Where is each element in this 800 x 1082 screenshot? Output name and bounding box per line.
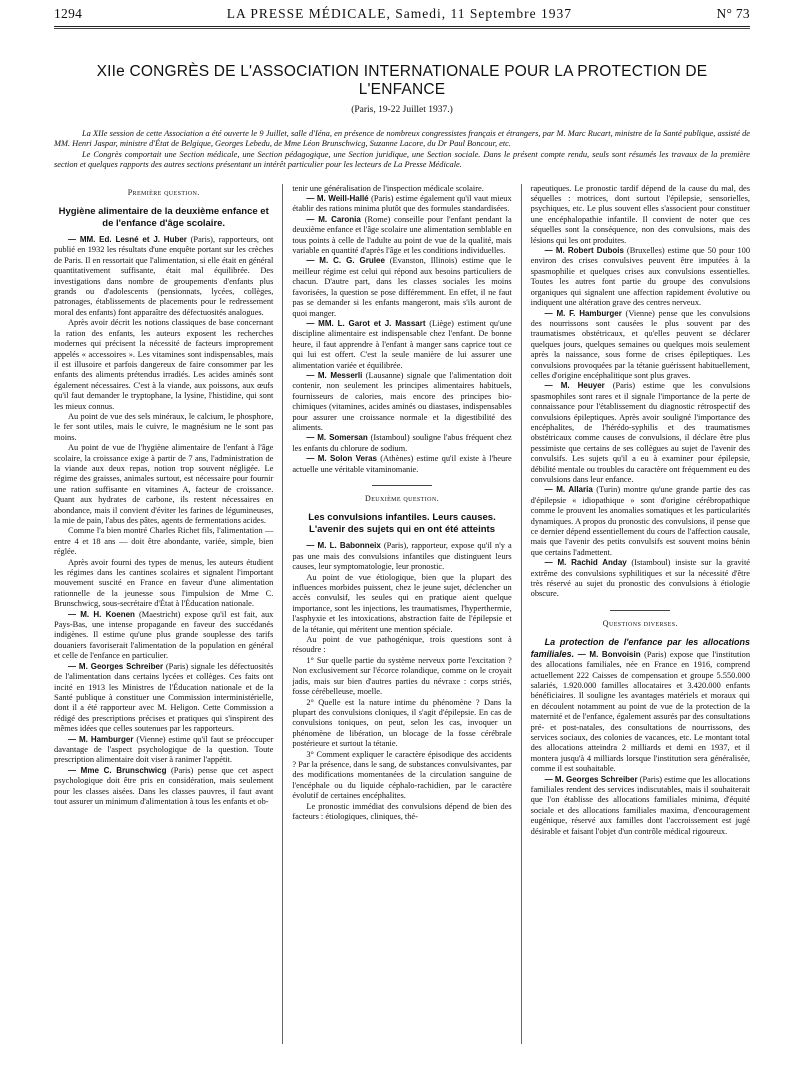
journal-name: LA PRESSE MÉDICALE, [226, 6, 391, 21]
subsection-heading: La protection de l'enfance par les allocations familiales. [530, 637, 751, 659]
paragraph-text: (Bruxelles) estime que 50 pour 100 environ des crises convulsives peuvent être imputées à la spasmophilie et quelques crises aux convulsions essentielles. Toutes les autres font partie du groupe des convulsions organiques qui signalent une affection rapidement évolutive ou indiquent une altération grave des centres nerveux. [530, 246, 751, 308]
paragraph-text: (Vienne) pense que les convulsions des nourrissons sont causées le plus souvent par des traumatismes obstétricaux, et qu'elles peuvent se déclarer quelques jours, quelques semaines ou quelques mois seulement après la naissance, sous forme de crises épileptiques. Les convulsions provoquées par la tétanie guérissent habituellement, celles d'origine encéphalitique sont plus graves. [530, 308, 751, 380]
paragraph-text: (Paris) estime que les allocations familiales rendent des services indiscutables, mais il souhaiterait que l'on établisse des allocations familiales minima, d'équité sociale et des allocations familiales maxima, d'encouragement eugénique, réservé aux familles dont l'accroissement est jugé désirable et faisant l'objet d'un contrôle médical rigoureux. [530, 774, 751, 836]
paragraph [54, 235, 273, 318]
paragraph: 1° Sur quelle partie du système nerveux porte l'excitation ? Non exclusivement sur l'écorce rolandique, comme on le croyait jadis, mais sur bien d'autres parties du névraxe : corps striés, fosse cérébelleuse, moelle. [292, 655, 512, 697]
paragraph: Après avoir décrit les notions classiques de base concernant la ration des enfants, les auteurs exposent les recherches modernes qui précisent la nécessité de facteurs improprement appelés « accessoires ». Les vitamines sont indispensables, mais il est illusoire et parfois dangereux de faire consommer par les enfants des aliments prétendus irradiés. Les acides aminés sont également nécessaires. C'est à la viande, aux poissons, aux œufs qu'il faut demander le tryptophane, la lysine, l'histidine, qui sont les mieux connus. [54, 318, 274, 411]
paragraph-text: (Vienne) estime qu'il faut se préoccuper davantage de l'aspect psychologique de la question. Toute prescription alimentaire doit viser à ranimer l'appétit. [54, 734, 274, 765]
paragraph-text: (Paris) pense que cet aspect psychologique doit être pris en considération, mais seulement pour les classes aisées. Dans les classes pauvres, il faut avant tout assurer un minimum d'alimentation à tous les enfants et ob- [54, 765, 274, 806]
paragraph-text: (Paris) estime également qu'il vaut mieux établir des rations minima plutôt que des formules standardisées. [292, 194, 512, 214]
article-title: XIIe CONGRÈS DE L'ASSOCIATION INTERNATIONALE POUR LA PROTECTION DE L'ENFANCE [96, 63, 708, 98]
column-3 [531, 184, 750, 1044]
paragraph [54, 735, 273, 766]
paragraph-text: (Paris) signale les défectuosités de l'alimentation dans certains lycées et collèges. Ces faits ont incité en 1913 les Ministres de l'Éducation nationale et de la Santé publique à constituer une Commission interministérielle, dont il a été rapporteur avec M. Heligon. Cette Commission a rédigé des prescriptions précises et pratiques qui s'inspirent des mêmes idées que celles soutenues par les rapporteurs. [54, 661, 274, 734]
paragraph-text: (Istamboul) souligne l'abus fréquent chez les enfants du chlorure de sodium. [292, 433, 512, 453]
column-1 [54, 184, 273, 1044]
speaker-name: — M. Georges Schreiber [544, 774, 638, 784]
speaker-name: — M. C. G. Grulee [306, 256, 385, 266]
paragraph [292, 541, 511, 572]
paragraph [292, 194, 511, 215]
speaker-name: — Mme C. Brunschwicg [68, 765, 167, 775]
paragraph [531, 381, 750, 485]
section-divider [372, 485, 432, 486]
speaker-name: — M. Caronia [306, 214, 361, 224]
speaker-name: — M. Hamburger [68, 734, 134, 744]
paragraph-text: (Maestricht) expose qu'il est fait, aux Pays-Bas, une intense propagande en faveur des succédanés indigènes. Il estime qu'une plus grande souplesse des tarifs douaniers favoriserait l'alimentation de la population en général et celle de l'enfance en particulier. [54, 609, 274, 661]
speaker-name: — M. H. Koenen [68, 609, 135, 619]
paragraph [531, 775, 750, 837]
paragraph: rapeutiques. Le pronostic tardif dépend de la cause du mal, des séquelles : motrices, dont surtout l'épilepsie, sensorielles, psychiques, etc. Le plus souvent elles s'associent pour constituer une encéphalopathie infantile. Il convient de noter que ces séquelles sont la conséquence, non des convulsions, mais des lésions qui les ont produites. [530, 183, 751, 245]
article-subtitle: (Paris, 19-22 Juillet 1937.) [351, 105, 453, 115]
paragraph [292, 371, 511, 433]
journal-date-line [227, 6, 572, 22]
paragraph-text: (Rome) conseille pour l'enfant pendant la deuxième enfance et l'âge scolaire une alimentation semblable en tous points à celle de l'adulte au point de vue de la qualité, mais variable en quantité d'après l'âge et les conditions individuelles. [292, 214, 512, 256]
paragraph: 3° Comment expliquer le caractère épisodique des accidents ? Par la présence, dans le sang, de substances convulsivantes, par des modifications momentanées de la circulation sanguine de l'encéphale ou du liquide céphalo-rachidien, par le caractère évolutif de certaines encéphalites. [292, 749, 512, 801]
speaker-name: — M. L. Babonneix [306, 541, 381, 551]
header-rule-thin [54, 28, 750, 29]
paragraph-text: (Evanston, Illinois) estime que le meilleur régime est celui qui répond aux besoins particuliers de chacun. D'autre part, dans les classes sociales les moins favorisées, la question se pose différemment. En effet, il ne faut pas se demander si les enfants mangeront, mais s'ils auront de quoi manger. [292, 256, 512, 318]
article-body [54, 184, 750, 1044]
question-label: Deuxième question. [365, 494, 439, 503]
paragraph-text: (Athènes) estime qu'il existe à l'heure actuelle une véritable vitaminomanie. [292, 454, 512, 474]
column-2 [292, 184, 511, 1044]
section-divider [610, 610, 670, 611]
paragraph: 2° Quelle est la nature intime du phénomène ? Dans la plupart des convulsions cloniques, il s'agit d'épilepsie. En cas de convulsions toniques, on peut, selon les cas, invoquer un phénomène de libération, un blocage de la fosse cérébrale postérieure et surtout la tétanie. [292, 697, 512, 749]
paragraph: Le pronostic immédiat des convulsions dépend de bien des facteurs : étiologiques, cliniques, thé- [292, 801, 512, 821]
speaker-name: — M. Messerli [306, 370, 363, 380]
paragraph [292, 256, 511, 318]
header-rule [54, 26, 750, 27]
section-heading: Hygiène alimentaire de la deuxième enfance et de l'enfance d'âge scolaire. [58, 206, 269, 229]
speaker-name: — M. Somersan [306, 433, 368, 443]
issue-number: N° 73 [716, 6, 750, 21]
paragraph-text: (Turin) montre qu'une grande partie des cas d'épilepsie « idiopathique » sont d'origine cérébropathique comme le prouvent les anomalies somatiques et les particularités dynamiques. A propos du pronostic des convulsions, il pense que ce dernier dépend essentiellement du cours de l'affection causale, mais que l'avenir des petits convulsifs est souvent moins bénin que certains l'admettent. [530, 485, 751, 557]
paragraph: Au point de vue de l'hygiène alimentaire de l'enfant à l'âge scolaire, la croissance exige à partir de 7 ans, l'administration de la viande aux deux repas, notion trop souvent négligée. Le régime des graisses, animales surtout, est nécessaire pour fournir une ration suffisante en vitamines A, facteur de croissance. Quant aux hydrates de carbone, ils restent nécessaires en abondance, mais il convient d'éviter les farines de légumineuses, la mie de pain, l'abus des pâtes, agents de fermentations acides. [54, 443, 274, 525]
column-divider [521, 184, 522, 1044]
question-label: Première question. [127, 187, 200, 197]
paragraph-text: (Istamboul) insiste sur la gravité extrême des convulsions syphilitiques et sur la nécessité d'être très réservé au sujet du pronostic des convulsions à étiologie obscure. [530, 558, 751, 599]
article-intro [54, 129, 750, 171]
section-heading: Les convulsions infantiles. Leurs causes. L'avenir des sujets qui en ont été atteints [308, 512, 496, 535]
paragraph: tenir une généralisation de l'inspection médicale scolaire. [292, 183, 484, 193]
paragraph [292, 454, 511, 475]
speaker-name: — M. Bonvoisin [574, 649, 641, 659]
speaker-name: — M. Rachid Anday [544, 558, 627, 568]
column-divider [282, 184, 283, 1044]
speaker-name: — MM. L. Garot et J. Massart [306, 318, 426, 328]
paragraph [292, 215, 511, 257]
paragraph-text: (Liège) estiment qu'une discipline alimentaire est indispensable chez l'enfant. De bonne heure, il faut apprendre à l'enfant à manger sans caprice tout ce qui lui est offert. C'est la seule manière de lui assurer une alimentation variée et équilibrée. [292, 318, 512, 370]
question-label: Questions diverses. [602, 618, 678, 628]
paragraph: Au point de vue étiologique, bien que la plupart des influences morbides puissent, chez le jeune sujet, déclencher un accès convulsif, les seules qui en pratique aient quelque importance, sont les injections, les traumatismes, l'hyperthermie, l'asphyxie et les intoxications, abstraction faite de l'épilepsie et de la tétanie, qui méritent une mention spéciale. [292, 572, 512, 634]
paragraph: Au point de vue des sels minéraux, le calcium, le phosphore, le fer sont utiles, mais le cuivre, le magnésium ne le sont pas moins. [54, 411, 274, 442]
paragraph-text: (Lausanne) signale que l'alimentation doit contenir, non seulement les principes alimentaires habituels, fournisseurs de calories, mais encore des principes bio-chimiques (vitamines, acides aminés ou diastases, indispensables pour assurer une croissance normale et la digestibilité des aliments. [292, 370, 512, 432]
speaker-name: — M. Heuyer [544, 381, 605, 391]
intro-paragraph: La XIIe session de cette Association a été ouverte le 9 Juillet, salle d'Iéna, en présence de nombreux congressistes français et étrangers, par M. Marc Rucart, ministre de la Santé publique, assisté de MM. Henri Jaspar, ministre d'État de Belgique, Georges Lebedu, de Mme Léon Brunschwicg, Suzanne Lacore, du Dr Paul Boncour, etc. [54, 129, 750, 149]
paragraph [54, 766, 273, 808]
paragraph [531, 309, 750, 382]
paragraph-text: (Paris), rapporteurs, ont publié en 1932 les résultats d'une enquête portant sur les crèches de Paris. Il en ressortait que l'alimentation, si elle était en général quantitativement suffisante, était mal équilibrée. Des investigations dans nombre de groupements d'enfants plus grands ou d'adolescents (pensionnats, lycées, collèges, patronages, établissements de placements pour le redressement moral des enfants) font apparaître des défectuosités analogues. [54, 235, 274, 317]
paragraph: Comme l'a bien montré Charles Richet fils, l'alimentation — entre 4 et 18 ans — doit être abondante, variée, simple, bien réglée. [54, 526, 274, 557]
speaker-name: — M. Solon Veras [306, 454, 377, 464]
issue-date: Samedi, 11 Septembre 1937 [395, 6, 572, 21]
intro-paragraph: Le Congrès comportait une Section médicale, une Section pédagogique, une Section juridique, une Section sociale. Dans le présent compte rendu, seuls sont résumés les travaux de la première section et quelques rapports des autres sections présentant un intérêt particulier pour les lecteurs de La Presse Médicale. [54, 149, 750, 170]
speaker-name: — M. Robert Dubois [544, 246, 624, 256]
paragraph [531, 558, 750, 600]
paragraph [54, 610, 273, 662]
speaker-name: — M. Georges Schreiber [68, 661, 164, 671]
paragraph: Après avoir fourni des types de menus, les auteurs étudient les régimes dans les cantines scolaires et signalent l'important mouvement suscité en France en faveur d'une alimentation rationnelle de la jeunesse sous l'impulsion de Mme C. Brunschwicg, sous-secrétaire d'État à l'Éducation nationale. [54, 557, 274, 609]
paragraph [292, 319, 511, 371]
paragraph [292, 433, 511, 454]
paragraph [54, 662, 273, 735]
speaker-name: — MM. Ed. Lesné et J. Huber [68, 235, 187, 245]
paragraph-text: (Paris), rapporteur, expose qu'il n'y a pas une mais des convulsions infantiles que distinguent leurs causes, leur symptomatologie, leur pronostic. [292, 541, 512, 572]
speaker-name: — M. Allaria [544, 485, 593, 495]
speaker-name: — M. Weill-Hallé [306, 194, 369, 204]
page-number: 1294 [54, 6, 83, 21]
paragraph [531, 637, 750, 774]
paragraph-text: (Paris) expose que l'institution des allocations familiales, née en France en 1916, comprend actuellement 222 Caisses de compensation et groupe 5.550.000 salariés, 1.920.000 familles allocataires et 3.420.000 enfants bénéficiaires. Il souligne les avantages matériels et moraux qui en découlent notamment au point de vue de la protection de la maternité et de l'enfance, également assurés par des consultations pré- et post-natales, des consultations de nourrissons, des services sociaux, des colonies de vacances, etc. Le montant total des allocations atteindra 2 milliards et demi en 1937, et il montera jusqu'à 4 milliards lorsque l'institution sera généralisée, comme il est souhaitable. [530, 649, 751, 774]
paragraph [531, 485, 750, 558]
speaker-name: — M. F. Hamburger [544, 308, 622, 318]
paragraph-text: (Paris) estime que les convulsions spasmophiles sont rares et il signale l'importance de la perte de connaissance pour l'établissement du diagnostic rétrospectif des convulsions épileptiques. Après avoir souligné l'importance des encéphalites, de l'hérédo-syphilis et des traumatismes obstétricaux comme causes de convulsions, il déclare être plus pessimiste que certains de ses collègues au sujet de l'avenir des convulsifs. Les sujets qu'il a eu à examiner pour épilepsie, débilité mentale ou troubles du caractère ont fréquemment eu des convulsions dans leur enfance. [530, 381, 751, 484]
paragraph [531, 246, 750, 308]
paragraph: Au point de vue pathogénique, trois questions sont à résoudre : [292, 635, 512, 655]
running-header [54, 6, 750, 24]
